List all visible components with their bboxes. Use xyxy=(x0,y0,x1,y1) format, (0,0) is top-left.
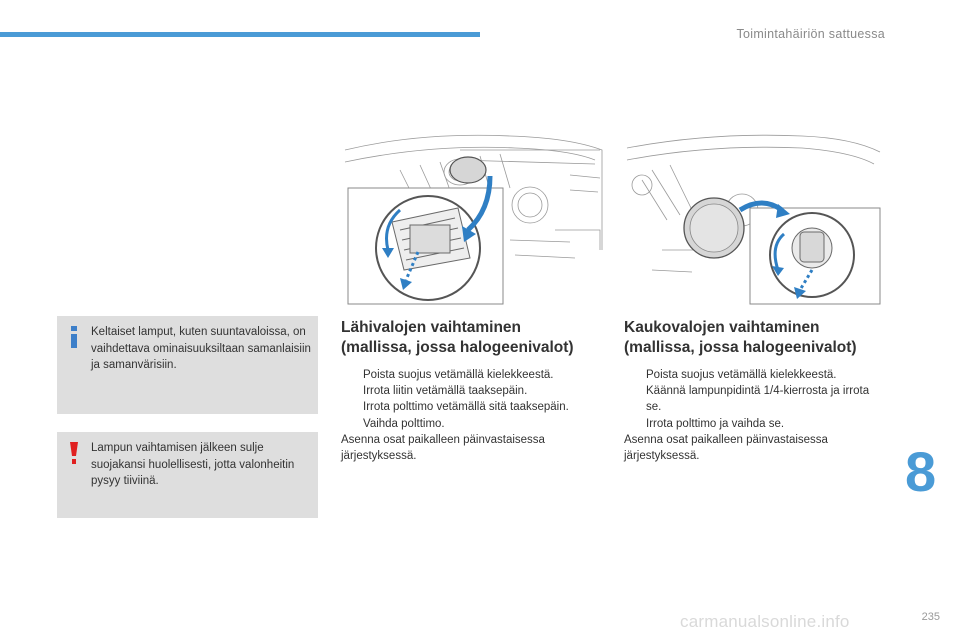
list-item: Irrota liitin vetämällä taaksepäin. xyxy=(363,385,528,398)
high-beam-footer: Asenna osat paikalleen päinvastaisessa järjestyksessä. xyxy=(624,433,828,463)
list-item: Irrota polttimo vetämällä sitä taaksepäin. xyxy=(363,401,569,414)
header-accent-bar xyxy=(0,32,480,37)
info-icon xyxy=(70,326,78,348)
low-beam-illustration xyxy=(340,130,605,308)
list-item: Käännä lampunpidintä 1/4-kierrosta ja irrota se. xyxy=(646,385,870,414)
info-note xyxy=(57,316,318,414)
list-item: Vaihda polttimo. xyxy=(363,417,445,430)
page-number: 235 xyxy=(921,611,940,623)
low-beam-title xyxy=(341,318,611,358)
chapter-title: Toimintahäiriön sattuessa xyxy=(736,27,885,41)
high-beam-section xyxy=(624,318,894,464)
high-beam-illustration xyxy=(622,130,884,308)
high-beam-title-line1: Kaukovalojen vaihtaminen xyxy=(624,319,820,336)
low-beam-steps xyxy=(341,367,611,432)
warning-exclamation-icon xyxy=(70,442,78,464)
low-beam-title-line1: Lähivalojen vaihtaminen xyxy=(341,319,522,336)
low-beam-title-line2: (mallissa, jossa halogeenivalot) xyxy=(341,339,574,356)
list-item: Poista suojus vetämällä kielekkeestä. xyxy=(363,369,554,381)
chapter-number: 8 xyxy=(905,440,937,503)
low-beam-footer: Asenna osat paikalleen päinvastaisessa järjestyksessä. xyxy=(341,433,545,463)
list-item: Poista suojus vetämällä kielekkeestä. xyxy=(646,369,837,381)
list-item: Irrota polttimo ja vaihda se. xyxy=(646,417,785,430)
warning-note xyxy=(57,432,318,518)
warning-note-text: Lampun vaihtamisen jälkeen sulje suojakansi huolellisesti, jotta valonheitin pysyy tiiviinä. xyxy=(91,442,295,487)
high-beam-title xyxy=(624,318,894,358)
high-beam-steps xyxy=(624,367,894,432)
high-beam-title-line2: (mallissa, jossa halogeenivalot) xyxy=(624,339,857,356)
watermark: carmanualsonline.info xyxy=(680,612,850,631)
info-note-text: Keltaiset lamput, kuten suuntavaloissa, on vaihdettava ominaisuuksiltaan samanlaisiin ja samanvärisiin. xyxy=(91,326,311,371)
low-beam-section xyxy=(341,318,611,464)
